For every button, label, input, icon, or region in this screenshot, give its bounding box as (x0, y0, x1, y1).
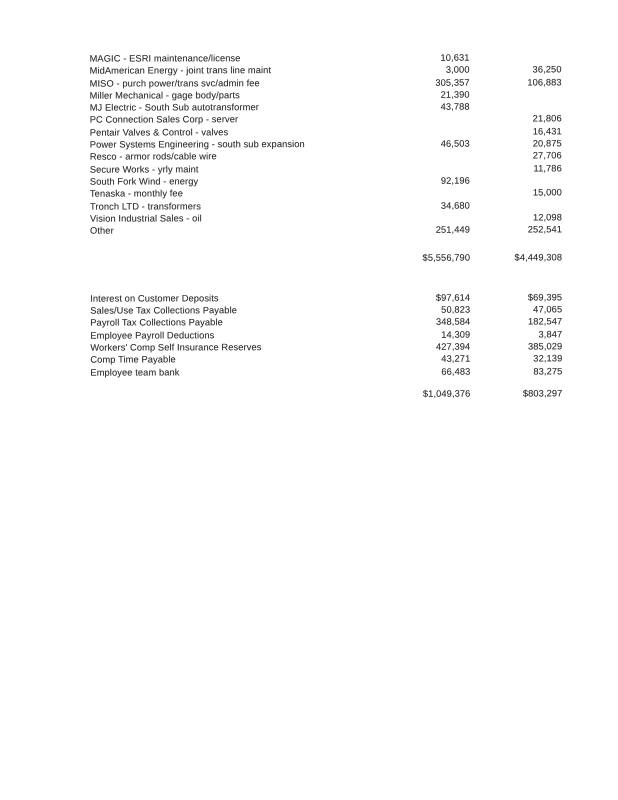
row-label: Payroll Tax Collections Payable (90, 317, 223, 328)
row-amount-col1: 427,394 (435, 341, 471, 352)
row-amount-col2: 252,541 (527, 224, 563, 235)
total-row-spacer (90, 252, 415, 265)
row-amount-col1: 50,823 (441, 304, 471, 315)
row-label: Miller Mechanical - gage body/parts (89, 90, 240, 101)
row-label: Employee team bank (90, 366, 180, 378)
row-label: South Fork Wind - energy (89, 176, 199, 187)
liabilities-total-col2: $803,297 (522, 388, 563, 399)
row-amount-col2: 83,275 (533, 365, 563, 376)
row-amount-col2: 20,875 (532, 138, 562, 149)
document-content (90, 51, 566, 400)
row-amount-col2: 15,000 (532, 187, 562, 198)
row-amount-col1 (415, 113, 470, 125)
vendor-total-col1: $5,556,790 (422, 253, 471, 264)
vendor-total-col2: $4,449,308 (514, 252, 563, 263)
row-amount-col1: 46,503 (440, 138, 470, 149)
row-label: PC Connection Sales Corp - server (89, 114, 239, 126)
row-amount-col2: 32,139 (533, 353, 563, 364)
liabilities-rows (90, 291, 565, 378)
table-row (90, 224, 565, 238)
vendor-payables-rows (90, 51, 565, 237)
row-amount-col2: 182,547 (527, 316, 563, 327)
row-label: Pentair Valves & Control - valves (89, 127, 229, 138)
total-row-spacer (90, 388, 415, 401)
row-label: Tronch LTD - transformers (89, 200, 201, 212)
row-label: Interest on Customer Deposits (90, 293, 219, 304)
row-label: Other (89, 225, 114, 236)
row-amount-col1: 43,271 (441, 353, 471, 364)
row-label: Workers' Comp Self Insurance Reserves (90, 342, 262, 353)
row-amount-col2: 36,250 (532, 64, 562, 75)
row-amount-col2 (470, 101, 562, 114)
row-label: Comp Time Payable (90, 354, 176, 365)
row-amount-col2: 11,786 (533, 163, 562, 174)
row-amount-col1 (415, 162, 470, 174)
vendor-payables-section (90, 51, 566, 265)
row-label: Resco - armor rods/cable wire (89, 151, 217, 162)
row-amount-col1: 92,196 (440, 175, 470, 186)
row-amount-col1: 305,357 (435, 77, 470, 88)
row-amount-col1: 66,483 (441, 366, 471, 377)
liabilities-total-row (90, 387, 565, 401)
row-amount-col2: 21,806 (532, 113, 562, 124)
row-amount-col2: 385,029 (527, 341, 563, 352)
row-amount-col1 (415, 150, 470, 162)
table-row (90, 365, 565, 379)
row-amount-col2: 106,883 (527, 76, 562, 88)
row-label: MISO - purch power/trans svc/admin fee (89, 77, 260, 89)
vendor-payables-total-row (90, 252, 565, 266)
row-amount-col2: 16,431 (532, 126, 562, 137)
row-label: Power Systems Engineering - south sub expansion (89, 139, 305, 150)
row-amount-col1: 21,390 (440, 89, 470, 100)
row-label: MJ Electric - South Sub autotransformer (89, 102, 259, 113)
row-amount-col1 (415, 187, 470, 199)
row-label: MidAmerican Energy - joint trans line maint (89, 65, 272, 76)
row-label: MAGIC - ESRI maintenance/license (89, 53, 241, 64)
row-amount-col1: 10,631 (440, 52, 470, 63)
row-label: Vision Industrial Sales - oil (89, 213, 202, 224)
liabilities-section (90, 291, 565, 401)
row-label: Secure Works - yrly maint (89, 164, 199, 175)
row-amount-col2: 3,847 (538, 329, 563, 340)
row-amount-col1: 34,680 (440, 200, 470, 211)
row-amount-col1: 3,000 (445, 64, 470, 75)
row-amount-col1: 348,584 (435, 316, 471, 328)
row-amount-col1: $97,614 (435, 292, 471, 303)
row-amount-col2: 12,098 (532, 212, 562, 223)
row-label: Sales/Use Tax Collections Payable (90, 305, 238, 316)
row-amount-col1 (415, 125, 470, 137)
row-amount-col1: 14,309 (441, 329, 471, 340)
row-amount-col2 (470, 88, 562, 101)
row-amount-col1: 251,449 (435, 224, 471, 235)
row-amount-col2: $69,395 (527, 292, 563, 303)
row-label: Employee Payroll Deductions (90, 329, 215, 341)
row-amount-col2 (470, 199, 562, 212)
row-amount-col2 (470, 51, 562, 64)
row-amount-col2 (470, 174, 562, 187)
row-amount-col1 (415, 211, 470, 223)
liabilities-total-col1: $1,049,376 (422, 388, 471, 399)
row-amount-col2: 27,706 (532, 150, 562, 161)
row-amount-col1: 43,788 (440, 101, 470, 112)
row-amount-col2: 47,065 (533, 304, 563, 315)
row-label: Tenaska - monthly fee (89, 188, 183, 199)
